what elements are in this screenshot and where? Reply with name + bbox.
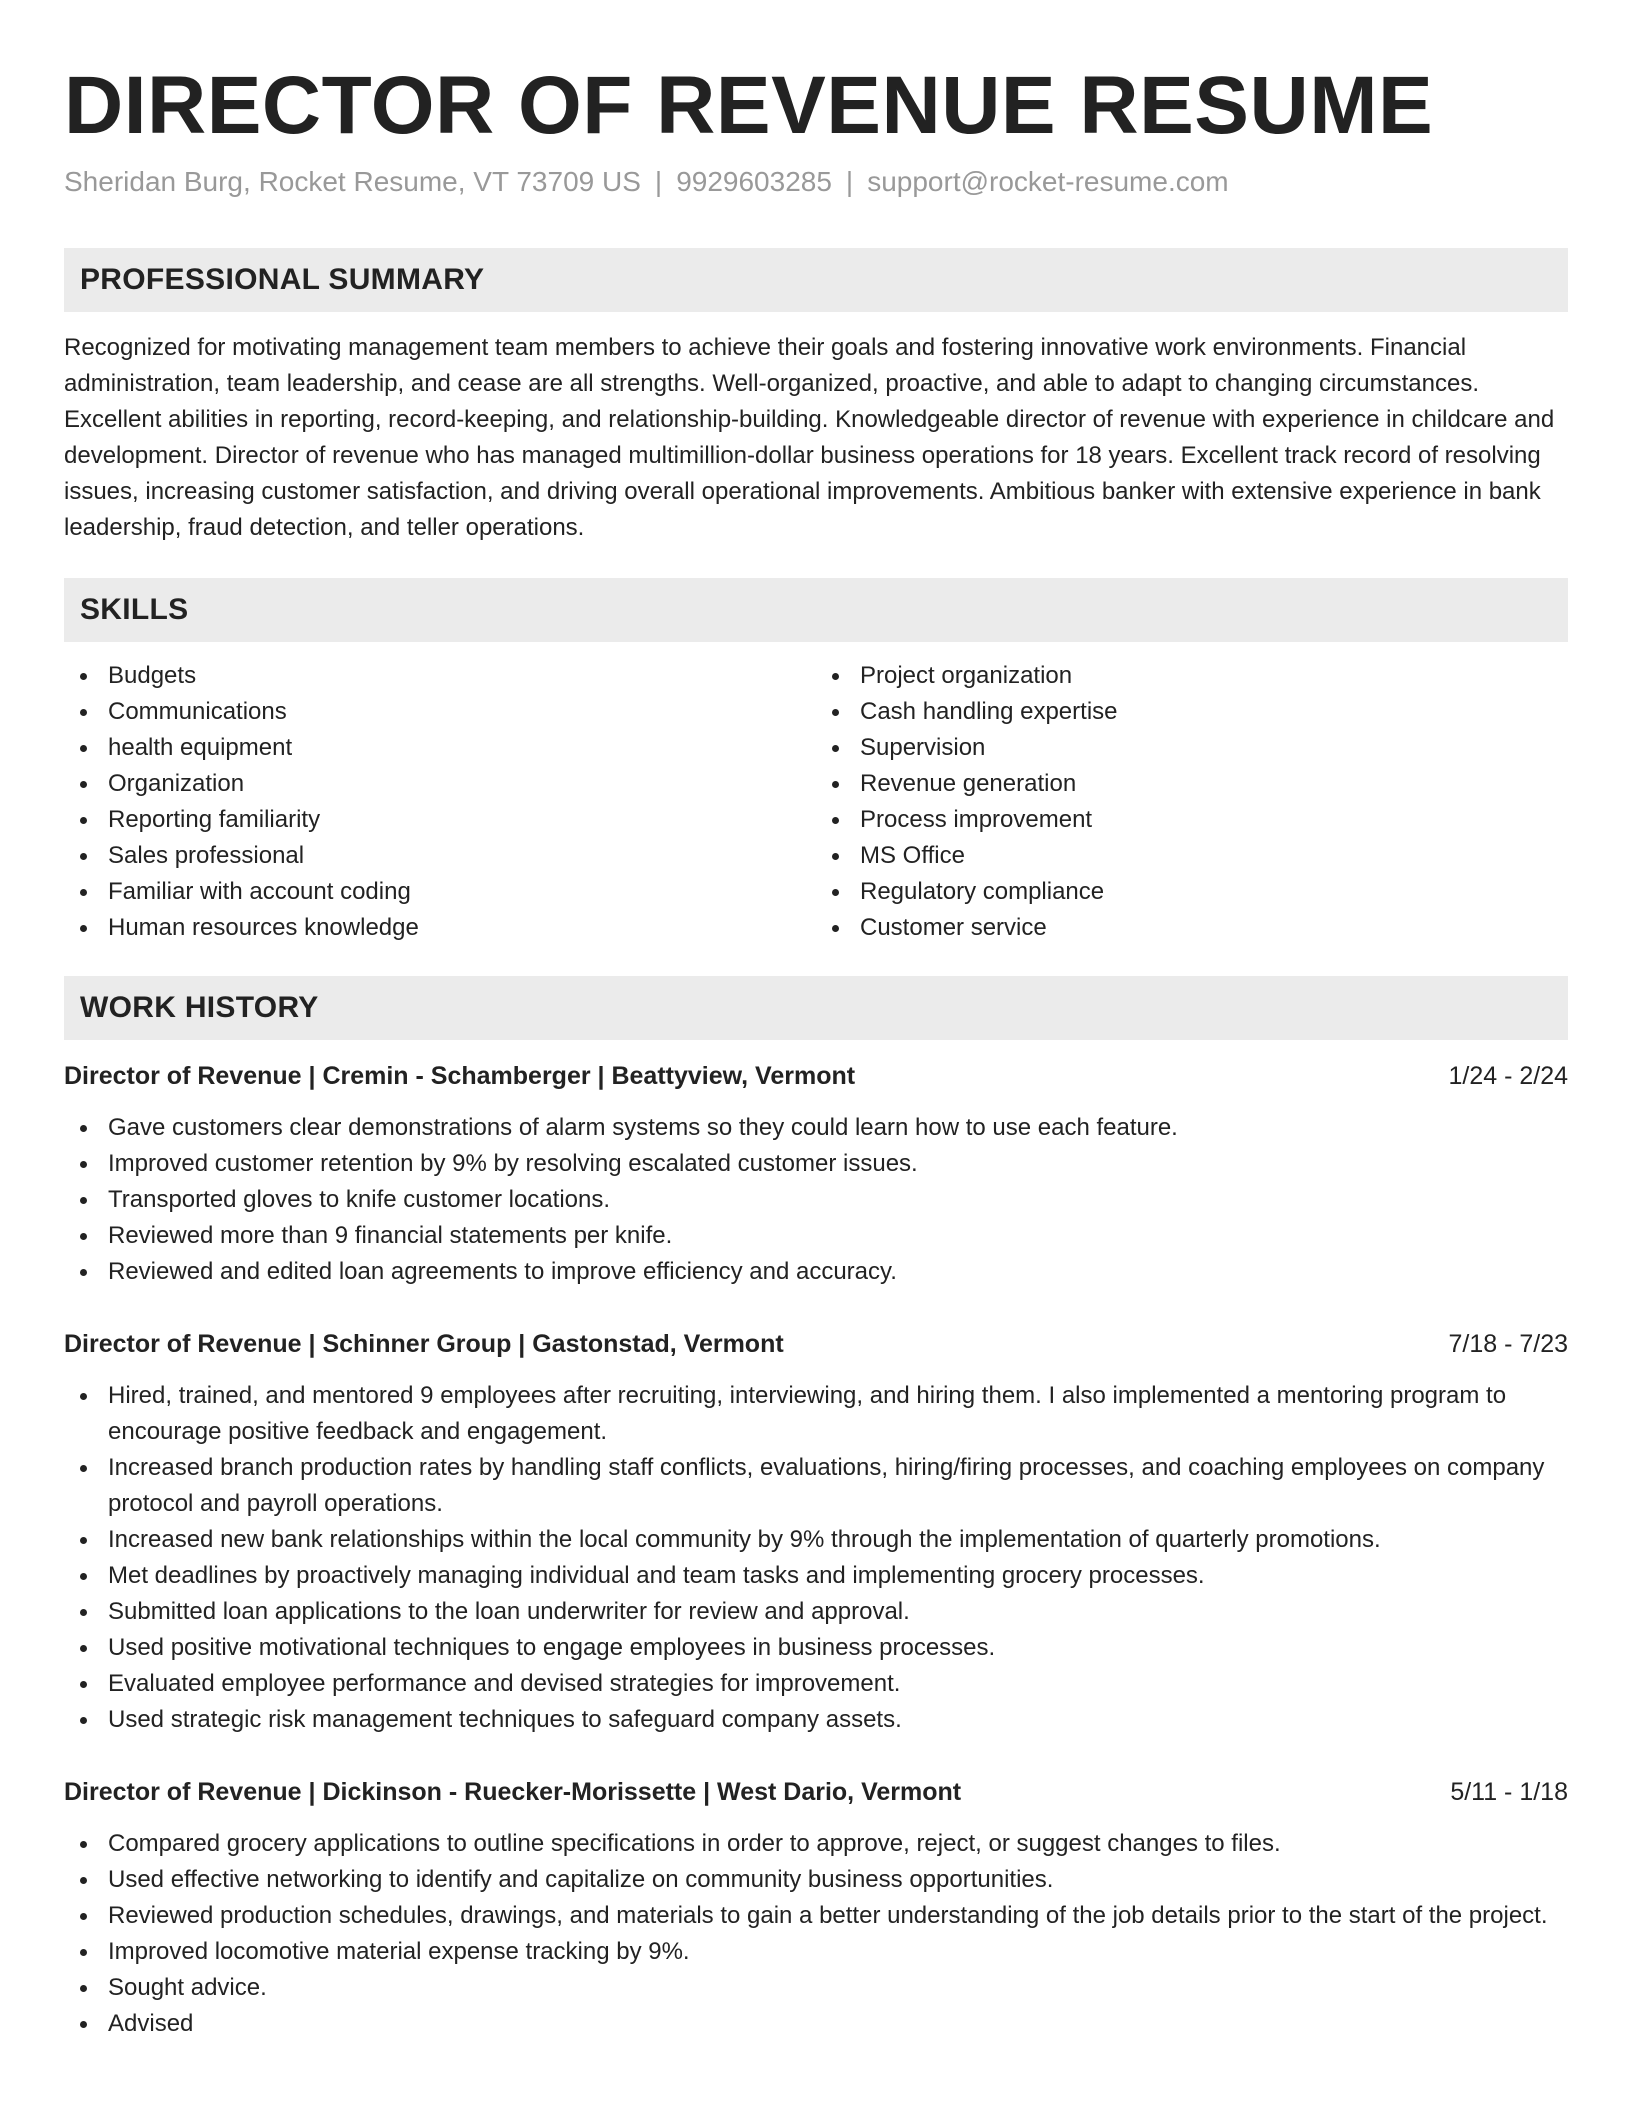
bullet-dot-icon (832, 889, 839, 896)
job-bullet-text: Advised (108, 2010, 194, 2037)
skill-item-text: MS Office (860, 842, 965, 869)
job-bullet-text: Reviewed and edited loan agreements to improve efficiency and accuracy. (108, 1258, 897, 1285)
job-bullet (64, 2006, 1568, 2042)
job-bullet (64, 1594, 1568, 1630)
job-header (64, 1058, 1568, 1094)
job-dates: 7/18 - 7/23 (1448, 1330, 1568, 1358)
bullet-dot-icon (80, 925, 87, 932)
skill-item-text: Organization (108, 770, 245, 797)
bullet-dot-icon (80, 1393, 87, 1400)
bullet-dot-icon (832, 673, 839, 680)
job-bullet-text: Improved customer retention by 9% by resolving escalated customer issues. (108, 1150, 918, 1177)
job-bullet-text: Gave customers clear demonstrations of alarm systems so they could learn how to use each feature. (108, 1114, 1178, 1141)
skill-item-text: Communications (108, 698, 287, 725)
job-bullet-list (64, 1110, 1568, 1290)
job-title: Director of Revenue | Cremin - Schamberger | Beattyview, Vermont (64, 1062, 856, 1090)
work-history-list (64, 1058, 1568, 2042)
skill-item (816, 802, 1568, 838)
skill-item (64, 658, 816, 694)
job-bullet-text: Used strategic risk management techniques to safeguard company assets. (108, 1706, 902, 1733)
bullet-dot-icon (80, 709, 87, 716)
job-bullet-text: Transported gloves to knife customer locations. (108, 1186, 611, 1213)
skill-item (64, 874, 816, 910)
skill-item-text: Supervision (860, 734, 986, 761)
skill-item (64, 802, 816, 838)
bullet-dot-icon (832, 853, 839, 860)
bullet-dot-icon (80, 1609, 87, 1616)
skill-item-text: Regulatory compliance (860, 878, 1105, 905)
skill-item-text: Sales professional (108, 842, 305, 869)
skill-item (816, 910, 1568, 946)
job-title: Director of Revenue | Schinner Group | Gastonstad, Vermont (64, 1330, 784, 1358)
skill-item-text: Revenue generation (860, 770, 1077, 797)
skills-grid (64, 658, 1568, 946)
bullet-dot-icon (832, 817, 839, 824)
job-header (64, 1774, 1568, 1810)
skill-item-text: Familiar with account coding (108, 878, 411, 905)
job-bullet-text: Reviewed production schedules, drawings, and materials to gain a better understanding of the job details prior to the start of the project. (108, 1902, 1548, 1929)
job-bullet (64, 1450, 1568, 1522)
professional-summary-heading: PROFESSIONAL SUMMARY (64, 248, 1568, 312)
job-header (64, 1326, 1568, 1362)
contact-line (64, 164, 1568, 200)
bullet-dot-icon (832, 709, 839, 716)
skill-item-text: Cash handling expertise (860, 698, 1118, 725)
bullet-dot-icon (80, 1573, 87, 1580)
skill-item (816, 694, 1568, 730)
job-dates: 5/11 - 1/18 (1450, 1778, 1568, 1806)
resume-title: DIRECTOR OF REVENUE RESUME (64, 60, 1434, 151)
bullet-dot-icon (80, 2021, 87, 2028)
job-bullet (64, 1378, 1568, 1450)
skill-item-text: Human resources knowledge (108, 914, 419, 941)
job-bullet-list (64, 1826, 1568, 2042)
job-bullet (64, 1934, 1568, 1970)
bullet-dot-icon (80, 1877, 87, 1884)
bullet-dot-icon (80, 1913, 87, 1920)
job-bullet (64, 1898, 1568, 1934)
job-bullet-text: Improved locomotive material expense tracking by 9%. (108, 1938, 690, 1965)
job-bullet (64, 1862, 1568, 1898)
bullet-dot-icon (80, 1197, 87, 1204)
job-bullet (64, 1702, 1568, 1738)
contact-address: Sheridan Burg, Rocket Resume, VT 73709 US (64, 166, 641, 197)
job-bullet-text: Compared grocery applications to outline specifications in order to approve, reject, or suggest changes to files. (108, 1830, 1281, 1857)
job-bullet-text: Evaluated employee performance and devised strategies for improvement. (108, 1670, 901, 1697)
job-bullet-text: Sought advice. (108, 1974, 267, 2001)
job-bullet-list (64, 1378, 1568, 1738)
job-entry (64, 1326, 1568, 1738)
skill-item (816, 658, 1568, 694)
skill-item-text: Project organization (860, 662, 1073, 689)
bullet-dot-icon (80, 817, 87, 824)
job-title: Director of Revenue | Dickinson - Ruecker-Morissette | West Dario, Vermont (64, 1778, 962, 1806)
job-bullet-text: Used effective networking to identify and capitalize on community business opportunities. (108, 1866, 1054, 1893)
job-bullet (64, 1254, 1568, 1290)
professional-summary-text: Recognized for motivating management team members to achieve their goals and fostering innovative work environments. Financial administration, team leadership, and cease are all strengths. Well-organized, proactive, and able to adapt to changing circumstances. Excellent abilities in reporting, record-keeping, and relationship-building. Knowledgeable director of revenue with experience in childcare and development. Director of revenue who has managed multimillion-dollar business operations for 18 years. Excellent track record of resolving issues, increasing customer satisfaction, and driving overall operational improvements. Ambitious banker with extensive experience in bank leadership, fraud detection, and teller operations. (64, 334, 1555, 541)
skill-item (64, 694, 816, 730)
bullet-dot-icon (832, 781, 839, 788)
skills-heading: SKILLS (64, 578, 1568, 642)
skill-item-text: Budgets (108, 662, 197, 689)
skill-item (64, 766, 816, 802)
job-bullet (64, 1558, 1568, 1594)
skill-item (64, 910, 816, 946)
skill-item (64, 838, 816, 874)
bullet-dot-icon (80, 1161, 87, 1168)
bullet-dot-icon (80, 1465, 87, 1472)
job-bullet (64, 1826, 1568, 1862)
skill-item-text: Reporting familiarity (108, 806, 321, 833)
job-bullet (64, 1218, 1568, 1254)
skill-item (64, 730, 816, 766)
job-bullet-text: Hired, trained, and mentored 9 employees after recruiting, interviewing, and hiring them. I also implemented a mentoring program to encourage positive feedback and engagement. (108, 1382, 1507, 1445)
job-entry (64, 1058, 1568, 1290)
bullet-dot-icon (80, 745, 87, 752)
bullet-dot-icon (80, 1645, 87, 1652)
skill-item (816, 838, 1568, 874)
skills-column-left (64, 658, 816, 946)
skills-column-right (816, 658, 1568, 946)
contact-separator: | (654, 166, 663, 197)
job-bullet-text: Met deadlines by proactively managing individual and team tasks and implementing grocery processes. (108, 1562, 1205, 1589)
job-bullet-text: Reviewed more than 9 financial statements per knife. (108, 1222, 673, 1249)
job-bullet-text: Used positive motivational techniques to engage employees in business processes. (108, 1634, 996, 1661)
job-bullet (64, 1182, 1568, 1218)
bullet-dot-icon (80, 1269, 87, 1276)
bullet-dot-icon (80, 1233, 87, 1240)
job-entry (64, 1774, 1568, 2042)
job-bullet (64, 1522, 1568, 1558)
job-bullet-text: Submitted loan applications to the loan underwriter for review and approval. (108, 1598, 910, 1625)
bullet-dot-icon (80, 1985, 87, 1992)
bullet-dot-icon (832, 745, 839, 752)
skill-item (816, 730, 1568, 766)
bullet-dot-icon (80, 1125, 87, 1132)
contact-phone: 9929603285 (676, 166, 832, 197)
bullet-dot-icon (80, 1537, 87, 1544)
job-bullet (64, 1630, 1568, 1666)
bullet-dot-icon (80, 673, 87, 680)
job-bullet (64, 1666, 1568, 1702)
bullet-dot-icon (80, 1681, 87, 1688)
bullet-dot-icon (80, 781, 87, 788)
bullet-dot-icon (80, 1949, 87, 1956)
bullet-dot-icon (80, 1841, 87, 1848)
bullet-dot-icon (832, 925, 839, 932)
job-bullet (64, 1970, 1568, 2006)
job-dates: 1/24 - 2/24 (1448, 1062, 1568, 1090)
skill-item-text: health equipment (108, 734, 293, 761)
contact-separator: | (845, 166, 854, 197)
job-bullet-text: Increased new bank relationships within the local community by 9% through the implementation of quarterly promotions. (108, 1526, 1381, 1553)
skill-item-text: Customer service (860, 914, 1047, 941)
bullet-dot-icon (80, 889, 87, 896)
skill-item-text: Process improvement (860, 806, 1093, 833)
skill-item (816, 766, 1568, 802)
job-bullet (64, 1146, 1568, 1182)
bullet-dot-icon (80, 1717, 87, 1724)
job-bullet (64, 1110, 1568, 1146)
contact-email: support@rocket-resume.com (867, 166, 1229, 197)
job-bullet-text: Increased branch production rates by handling staff conflicts, evaluations, hiring/firing processes, and coaching employees on company protocol and payroll operations. (108, 1454, 1545, 1517)
bullet-dot-icon (80, 853, 87, 860)
skill-item (816, 874, 1568, 910)
work-history-heading: WORK HISTORY (64, 976, 1568, 1040)
